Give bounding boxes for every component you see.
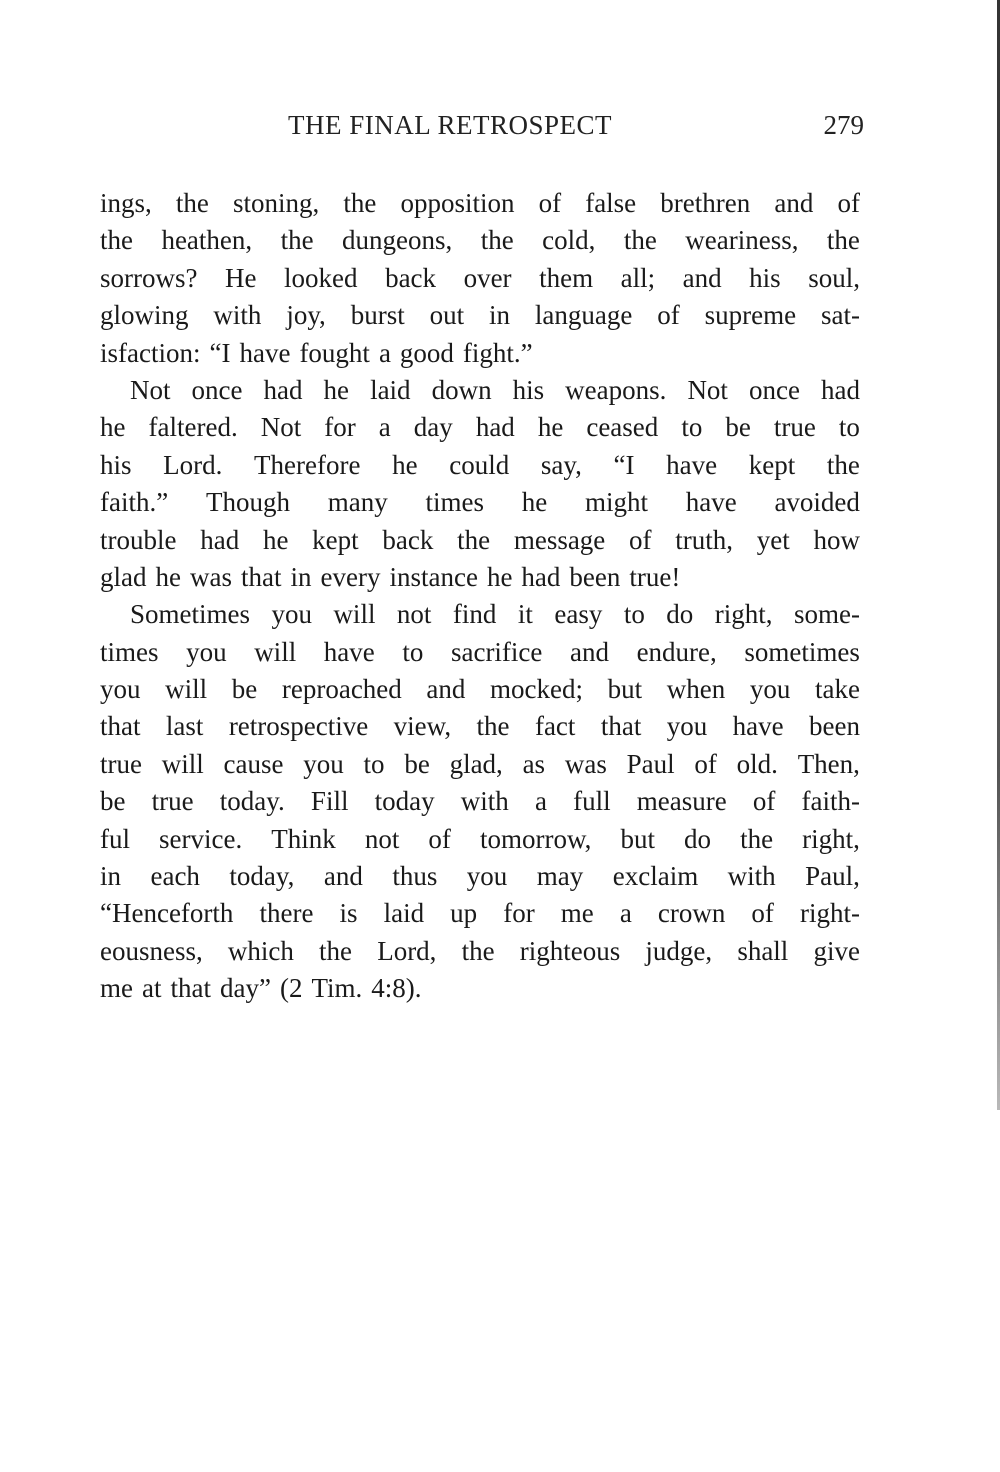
text-line: Not once had he laid down his weapons. Not once had: [130, 374, 860, 405]
text-line: faith.” Though many times he might have avoided: [100, 487, 860, 518]
running-title: THE FINAL RETROSPECT: [288, 110, 613, 140]
text-line: ful service. Think not of tomorrow, but do the right,: [100, 823, 860, 854]
text-line: Sometimes you will not find it easy to do right, some-: [130, 599, 860, 630]
text-line: “Henceforth there is laid up for me a crown of right-: [100, 898, 860, 929]
paragraph: [100, 372, 860, 596]
page-number: 279: [823, 110, 864, 140]
text-line: eousness, which the Lord, the righteous judge, shall give: [100, 935, 860, 966]
text-line: ings, the stoning, the opposition of false brethren and of: [100, 188, 860, 218]
text-line: times you will have to sacrifice and endure, sometimes: [100, 636, 860, 667]
text-line: in each today, and thus you may exclaim with Paul,: [100, 861, 860, 892]
text-line: glowing with joy, burst out in language of supreme sat-: [100, 300, 860, 331]
paragraph: [100, 185, 860, 372]
text-line: true will cause you to be glad, as was Paul of old. Then,: [100, 748, 860, 779]
paragraph: [100, 596, 860, 1007]
text-line: he faltered. Not for a day had he ceased to be true to: [100, 412, 860, 443]
text-line: me at that day” (2 Tim. 4:8).: [100, 973, 422, 1004]
page-header: [100, 110, 864, 150]
text-line: the heathen, the dungeons, the cold, the weariness, the: [100, 225, 860, 256]
text-line: trouble had he kept back the message of truth, yet how: [100, 524, 860, 555]
text-line: isfaction: “I have fought a good fight.”: [100, 337, 533, 368]
text-line: his Lord. Therefore he could say, “I have kept the: [100, 449, 860, 480]
text-line: be true today. Fill today with a full measure of faith-: [100, 786, 860, 817]
text-line: you will be reproached and mocked; but when you take: [100, 674, 860, 705]
body-text: [100, 185, 860, 1008]
text-line: that last retrospective view, the fact that you have been: [100, 711, 860, 742]
text-line: glad he was that in every instance he had been true!: [100, 561, 681, 592]
text-line: sorrows? He looked back over them all; and his soul,: [100, 262, 860, 293]
